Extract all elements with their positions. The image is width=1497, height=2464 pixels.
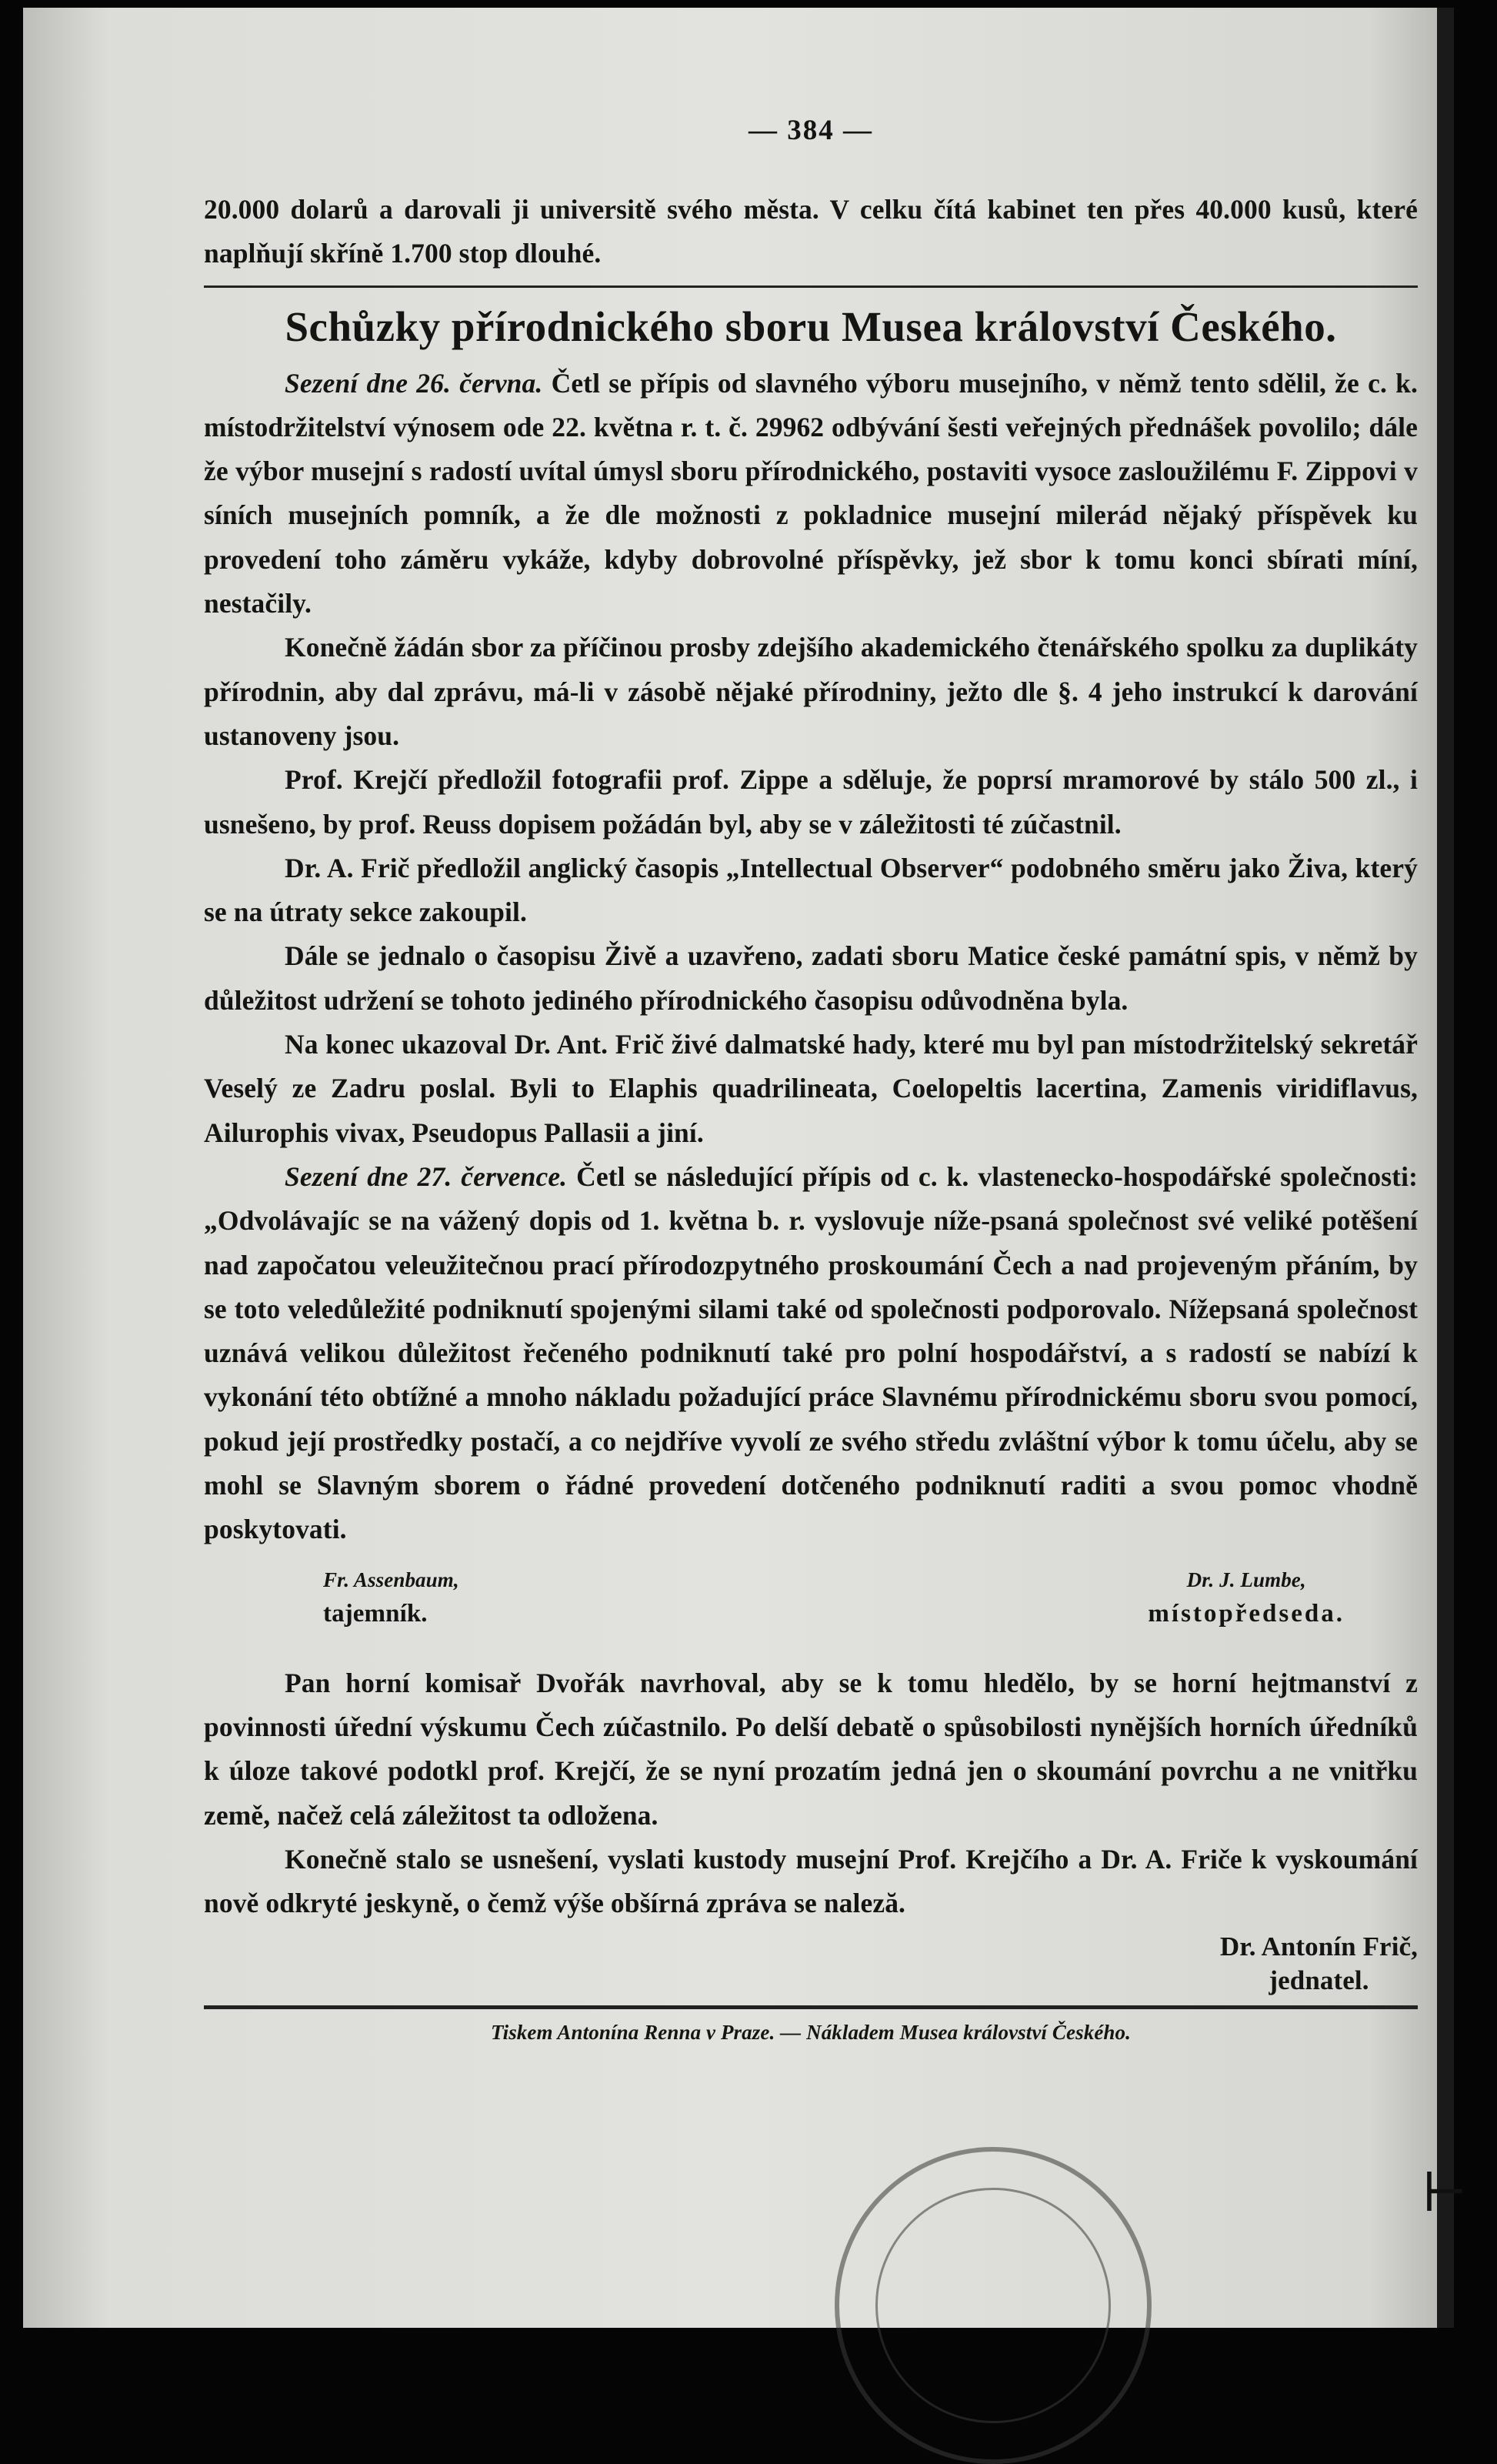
session2-paragraph (204, 1155, 1418, 1552)
footer-rule (204, 2005, 1418, 2009)
paragraph-zippe-bust: Prof. Krejčí předložil fotografii prof. Zippe a sděluje, že poprsí mramorové by stálo 500 zl., i usnešeno, by prof. Reuss dopisem požádán byl, aby se v záležitosti té zúčastnil. (204, 764, 1418, 840)
secretary-name: Dr. Antonín Frič, (1219, 1931, 1418, 1962)
session2-date: Sezení dne 27. července. (285, 1160, 568, 1192)
signature-right-name: Dr. J. Lumbe, (1186, 1568, 1306, 1591)
secretary-title: jednatel. (1269, 1965, 1369, 1996)
session1-date: Sezení dne 26. června. (285, 367, 543, 399)
paragraph-cave: Konečně stalo se usnešení, vyslati kustody musejní Prof. Krejčího a Dr. A. Friče k vyskoumání nově odkryté jeskyně, o čemž výše obšírná zpráva se naleză. (204, 1843, 1418, 1919)
paragraph-duplicates: Konečně žádán sbor za příčinou prosby zdejšího akademického čtenářského spolku za duplikáty přírodnin, aby dal zprávu, má-li v zásobě nějaké přírodniny, ježto dle §. 4 jeho instrukcí k darování ustanoveny jsou. (204, 632, 1418, 751)
letter-signatures (204, 1563, 1418, 1631)
library-stamp-inner-ring (875, 2188, 1111, 2423)
session2-text: Četl se následující přípis od c. k. vlastenecko-hospodářské společnosti: „Odvolávajíc se na vážený dopis od 1. května b. r. vyslovuje níže-psaná společnost své veliké potěšení nad započatou veleužitečnou prací přírodozpytného proskoumání Čech a nad projeveným přáním, by se toto veledůležité podniknutí spojenými silami také od společnosti podporovalo. Nížepsaná společnost uznává velikou důležitost řečeného podniknutí také pro polní hospodářství, a s radostí se nabízí k vykonání této obtížné a mnoho nákladu požadující práce Slavnému přírodnickému sboru svou pomocí, pokud její prostředky postačí, a co nejdříve vyvolí ze svého středu zvláštní výbor k tomu účelu, aby se mohl se Slavným sborem o řádné provedení dotčeného podniknutí raditi a svou pomoc vhodně poskytovati. (204, 1160, 1418, 1545)
page-text (204, 115, 1418, 2049)
final-signature (204, 1930, 1418, 1998)
paragraph-observer: Dr. A. Frič předložil anglický časopis „Intellectual Observer“ podobného směru jako Živa, který se na útraty sekce zakoupil. (204, 852, 1418, 928)
section-title: Schůzky přírodnického sboru Musea království Českého. (285, 302, 1337, 350)
signature-vicechair-block (1148, 1563, 1418, 1631)
paragraph-ziva: Dále se jednalo o časopisu Živě a uzavřeno, zadati sboru Matice české památní spis, v němž by důležitost udržení se tohoto jediného přírodnického časopisu odůvodněna byla. (204, 940, 1418, 1016)
printer-imprint: Tiskem Antonína Renna v Praze. — Nákladem Musea království Českého. (491, 2021, 1131, 2045)
intro-paragraph: 20.000 dolarů a darovali ji universitě svého města. V celku čítá kabinet ten přes 40.000 kusů, které naplňují skříně 1.700 stop dlouhé. (204, 194, 1418, 269)
session1-paragraph (204, 362, 1418, 626)
margin-mark-icon: ⊢ (1421, 2164, 1468, 2223)
paragraph-snakes: Na konec ukazoval Dr. Ant. Frič živé dalmatské hady, které mu byl pan místodržitelský sekretář Veselý ze Zadru poslal. Byli to Elaphis quadrilineata, Coelopeltis lacertina, Zamenis viridiflavus, Ailurophis vivax, Pseudopus Pallasii a jiní. (204, 1029, 1418, 1148)
page-number: — 384 — (748, 115, 873, 146)
paragraph-mining: Pan horní komisař Dvořák navrhoval, aby se k tomu hledělo, by se horní hejtmanství z povinnosti úřední výskumu Čech zúčastnilo. Po delší debatě o spůsobilosti nynějších horních úředníků k úloze takové podotkl prof. Krejčí, že se nyní prozatím jedná jen o skoumání povrchu a ne vnitřku země, načež celá záležitost ta odložena. (204, 1667, 1418, 1831)
signature-left-name: Fr. Assenbaum, (323, 1568, 459, 1591)
library-stamp-seal (835, 2147, 1152, 2464)
signature-right-title: místopředseda. (1148, 1599, 1345, 1628)
session1-text: Četl se přípis od slavného výboru musejního, v němž tento sdělil, že c. k. místodržitelství výnosem ode 22. května r. t. č. 29962 odbývání šesti veřejných přednášek povolilo; dále že výbor musejní s radostí uvítal úmysl sboru přírodnického, postaviti vysoce zasloužilému F. Zippovi v síních musejních pomník, a že dle možnosti z pokladnice musejní milerád nějaký příspěvek ku provedení toho záměru vykáže, kdyby dobrovolné příspěvky, jež sbor k tomu konci sbírati míní, nestačily. (204, 367, 1418, 619)
title-rule (204, 285, 1418, 288)
final-signature-block (1220, 1930, 1418, 1998)
signature-secretary-block (204, 1563, 459, 1631)
document-page (23, 8, 1454, 2328)
signature-left-title: tajemník. (323, 1599, 428, 1628)
page-edge-shadow (1437, 8, 1454, 2328)
